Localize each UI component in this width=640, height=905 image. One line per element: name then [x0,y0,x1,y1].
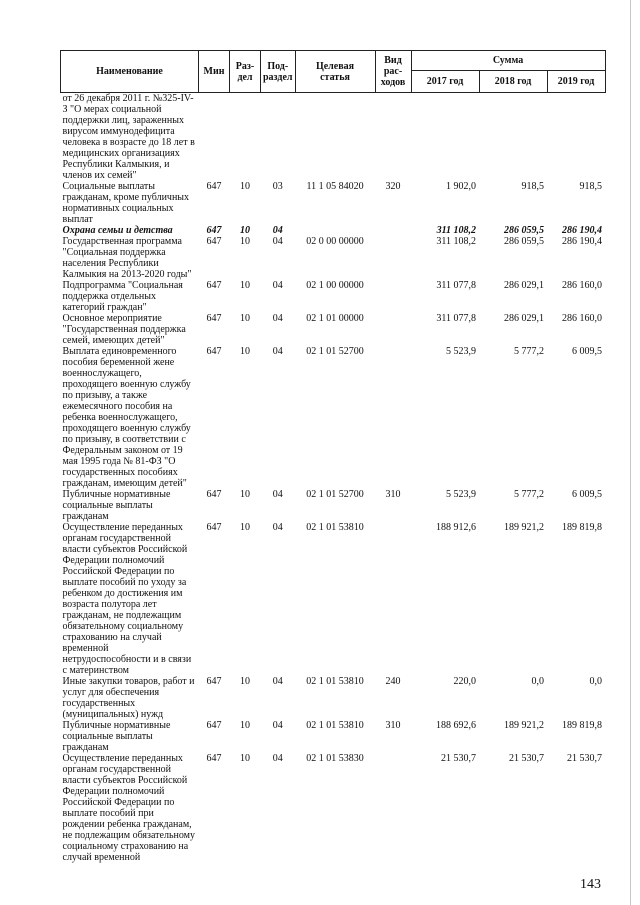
row-value-2019: 6 009,5 [572,346,603,357]
table-row [61,720,606,753]
row-min: 647 [206,676,222,687]
row-min: 647 [206,280,222,291]
row-target: 11 1 05 84020 [306,181,364,192]
row-name: Государственная программа "Социальная поддержка населения Республики Калмыкия на 2013-2020 годы" [62,236,192,280]
row-kind: 320 [385,181,401,192]
row-min: 647 [206,313,222,324]
row-value-2019 [547,93,605,182]
table-row [61,346,606,489]
row-subsection: 04 [272,225,283,236]
row-section: 10 [240,225,250,236]
row-name: Осуществление переданных органам государственной власти субъектов Российской Федерации полномочий Российской Федерации по выплате пособий при рождении ребенка гражданам, не подлежащим обязательному социальному страхованию на случай временной [62,753,196,863]
row-value-2018: 189 921,2 [504,522,545,533]
row-name: Осуществление переданных органам государственной власти субъектов Российской Федерации полномочий Российской Федерации по выплате пособий по уходу за ребенком до достижения им возраста полутора лет гражданам, не подлежащим обязательному социальному страхованию на случай временной нетрудоспособности и в связи с материнством [62,522,192,676]
row-value-2017: 1 902,0 [446,181,477,192]
row-target [295,93,375,182]
row-target: 02 1 01 53810 [306,676,364,687]
row-value-2017: 311 108,2 [436,225,477,236]
table-row [61,181,606,225]
header-year-2018: 2018 год [479,71,547,93]
row-name: от 26 декабря 2011 г. №325-IV-З "О мерах социальной поддержки лиц, зараженных вирусом иммунодефицита человека в возрасте до 18 лет в медицинских организациях Республики Калмыкия, и членов их семей" [62,93,195,181]
row-target: 02 0 00 00000 [306,236,364,247]
table-row [61,753,606,863]
page-number: 143 [580,877,601,892]
row-section: 10 [240,522,250,533]
row-name: Социальные выплаты гражданам, кроме публичных нормативных социальных выплат [62,181,190,225]
row-value-2017: 21 530,7 [441,753,477,764]
row-value-2017: 188 692,6 [436,720,477,731]
row-value-2017: 188 912,6 [436,522,477,533]
row-value-2017: 5 523,9 [446,489,477,500]
row-value-2017 [411,93,479,182]
row-value-2019: 286 190,4 [562,236,603,247]
row-name: Подпрограмма "Социальная поддержка отдельных категорий граждан" [62,280,183,313]
row-name: Основное мероприятие "Государственная поддержка семей, имеющих детей" [62,313,186,346]
row-subsection: 04 [272,346,283,357]
table-row [61,676,606,720]
row-section: 10 [240,313,250,324]
row-value-2019: 189 819,8 [562,720,603,731]
page-edge-line [630,0,631,905]
row-value-2017: 311 077,8 [436,313,477,324]
row-value-2018: 286 029,1 [504,280,545,291]
row-section: 10 [240,720,250,731]
row-target: 02 1 01 52700 [306,489,364,500]
row-min: 647 [206,489,222,500]
row-kind [375,236,411,280]
row-value-2019: 286 190,4 [562,225,603,236]
row-value-2018: 5 777,2 [514,346,545,357]
row-value-2019: 286 160,0 [562,280,603,291]
row-section: 10 [240,346,250,357]
row-value-2017: 311 108,2 [436,236,477,247]
row-target: 02 1 00 00000 [306,280,364,291]
row-subsection: 04 [272,676,283,687]
row-name: Охрана семьи и детства [62,225,173,236]
table-row [61,236,606,280]
table-row [61,313,606,346]
table-row [61,489,606,522]
row-kind [375,313,411,346]
row-section: 10 [240,676,250,687]
row-target [295,225,375,236]
row-value-2018: 21 530,7 [509,753,545,764]
header-target: Целевая статья [295,51,375,93]
row-subsection: 04 [272,753,283,764]
row-target: 02 1 01 53810 [306,720,364,731]
row-kind: 310 [385,720,401,731]
row-value-2019: 918,5 [579,181,603,192]
row-target: 02 1 01 52700 [306,346,364,357]
header-min: Мин [199,51,230,93]
row-name: Публичные нормативные социальные выплаты гражданам [62,720,171,753]
table-row [61,280,606,313]
row-min [199,93,230,182]
row-section: 10 [240,236,250,247]
table-row [61,225,606,236]
row-subsection: 03 [272,181,283,192]
row-section [230,93,261,182]
row-kind [375,346,411,489]
row-min: 647 [206,225,222,236]
row-subsection: 04 [272,720,283,731]
row-value-2019: 189 819,8 [562,522,603,533]
row-target: 02 1 01 53810 [306,522,364,533]
row-value-2019: 0,0 [589,676,603,687]
row-value-2018: 0,0 [531,676,545,687]
row-kind [375,280,411,313]
row-value-2017: 5 523,9 [446,346,477,357]
row-value-2018: 918,5 [521,181,545,192]
row-value-2018: 286 059,5 [504,225,545,236]
row-value-2018: 189 921,2 [504,720,545,731]
row-min: 647 [206,753,222,764]
row-min: 647 [206,720,222,731]
header-section: Раз- дел [230,51,261,93]
row-value-2017: 311 077,8 [436,280,477,291]
row-subsection: 04 [272,236,283,247]
row-kind: 240 [385,676,401,687]
header-year-2019: 2019 год [547,71,605,93]
row-value-2017: 220,0 [453,676,477,687]
row-target: 02 1 01 00000 [306,313,364,324]
row-name: Иные закупки товаров, работ и услуг для обеспечения государственных (муниципальных) нужд [62,676,195,720]
header-kind: Вид рас- ходов [375,51,411,93]
row-min: 647 [206,181,222,192]
row-subsection [261,93,296,182]
row-target: 02 1 01 53830 [306,753,364,764]
table-row [61,522,606,676]
row-value-2019: 6 009,5 [572,489,603,500]
row-min: 647 [206,522,222,533]
row-kind [375,522,411,676]
row-kind [375,225,411,236]
header-subsection: Под- раздел [261,51,296,93]
row-min: 647 [206,236,222,247]
row-value-2018: 5 777,2 [514,489,545,500]
row-name: Выплата единовременного пособия беременной жене военнослужащего, проходящего военную службу по призыву, а также ежемесячного пособия на ребенка военнослужащего, проходящего военную службу по призыву, в соответствии с Федеральным законом от 19 мая 1995 года № 81-ФЗ "О государственных пособиях гражданам, имеющим детей" [62,346,191,489]
table-row [61,93,606,182]
row-subsection: 04 [272,280,283,291]
row-name: Публичные нормативные социальные выплаты гражданам [62,489,171,522]
row-subsection: 04 [272,489,283,500]
header-sum: Сумма [411,51,605,71]
row-value-2019: 286 160,0 [562,313,603,324]
row-subsection: 04 [272,313,283,324]
row-value-2019: 21 530,7 [567,753,603,764]
row-section: 10 [240,489,250,500]
row-subsection: 04 [272,522,283,533]
row-kind [375,753,411,863]
row-value-2018 [479,93,547,182]
header-year-2017: 2017 год [411,71,479,93]
row-kind [375,93,411,182]
row-section: 10 [240,181,250,192]
budget-table [60,50,606,863]
row-section: 10 [240,280,250,291]
row-min: 647 [206,346,222,357]
row-value-2018: 286 029,1 [504,313,545,324]
header-name: Наименование [61,51,199,93]
row-value-2018: 286 059,5 [504,236,545,247]
row-section: 10 [240,753,250,764]
row-kind: 310 [385,489,401,500]
